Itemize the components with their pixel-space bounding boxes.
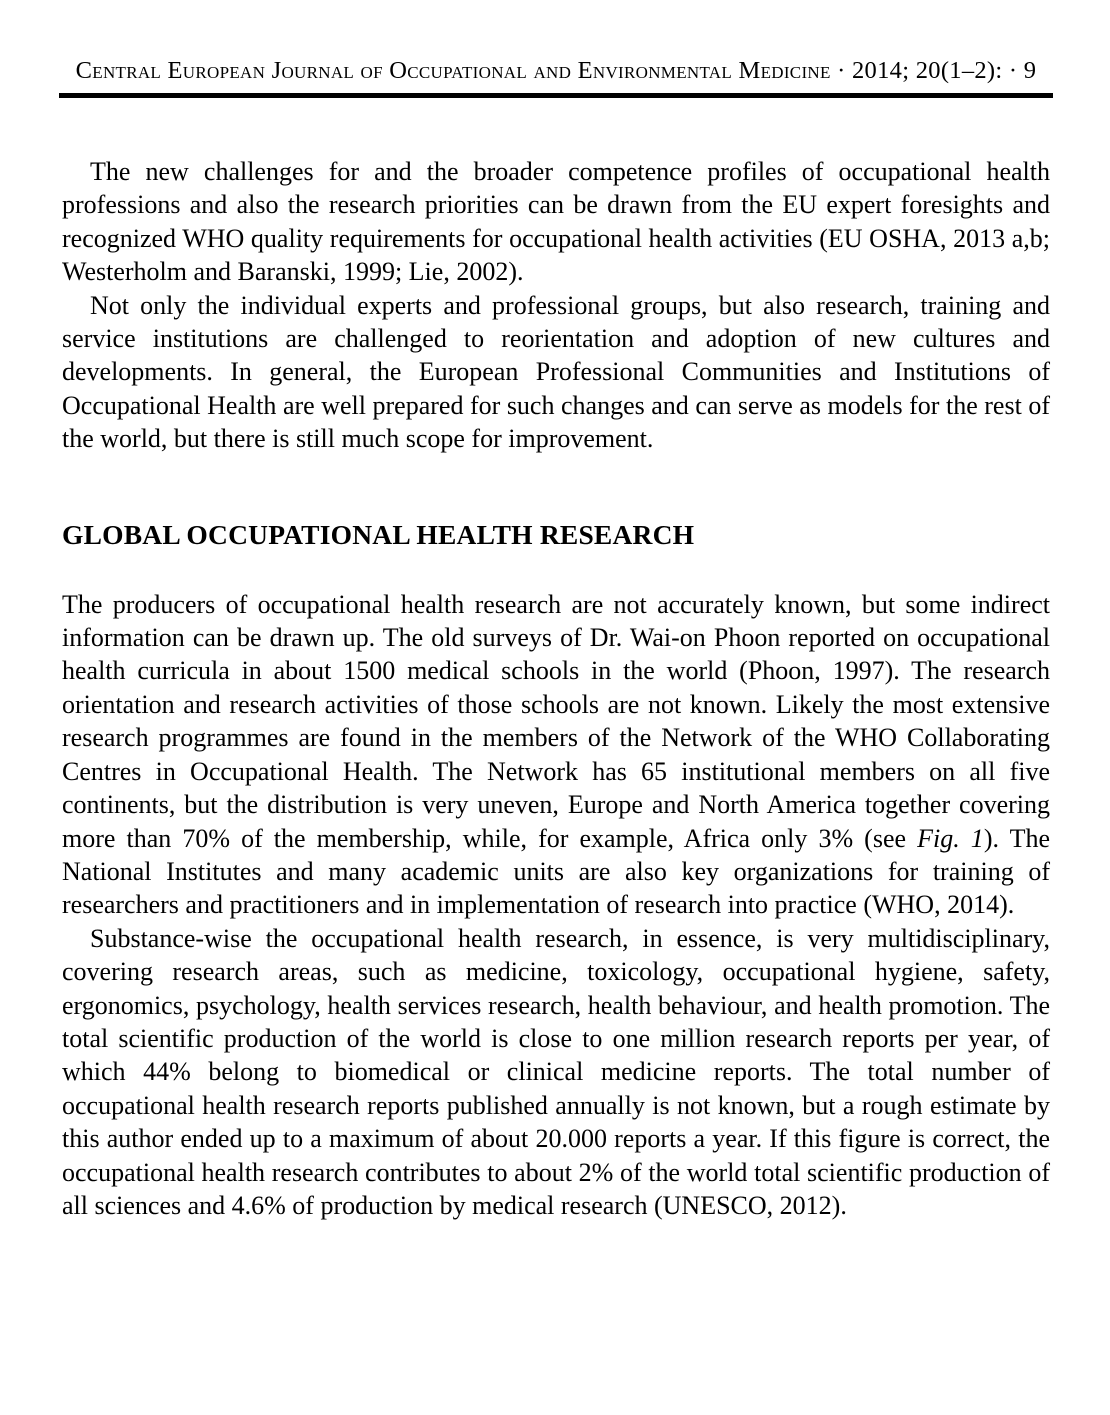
- paragraph-research-producers: [62, 588, 1050, 922]
- article-body: [62, 155, 1050, 1222]
- paragraph-substance-wise: Substance-wise the occupational health research, in essence, is very multidisciplinary, covering research areas, such as medicine, toxicology, occupational hygiene, safety, ergonomics, psychology, health services research, health behaviour, and health promotion. The total scientific production of the world is close to one million research reports per year, of which 44% belong to biomedical or clinical medicine reports. The total number of occupational health research reports published annually is not known, but a rough estimate by this author ended up to a maximum of about 20.000 reports a year. If this figure is correct, the occupational health research contributes to about 2% of the world total scientific production of all sciences and 4.6% of production by medical research (UNESCO, 2012).: [62, 923, 1050, 1220]
- journal-title: Central European Journal of Occupational and Environmental Medicine: [75, 57, 831, 84]
- paragraph-research-producers-text: The producers of occupational health research are not accurately known, but some indirect information can be drawn up. The old surveys of Dr. Wai-on Phoon reported on occupational health curricula in about 1500 medical schools in the world (Phoon, 1997). The research orientation and research activities of those schools are not known. Likely the most extensive research programmes are found in the members of the Network of the WHO Collaborating Centres in Occupational Health. The Network has 65 institutional members on all five continents, but the distribution is very uneven, Europe and North America together covering more than 70% of the membership, while, for example, Africa only 3% (see: [62, 589, 1050, 853]
- header-rule: [59, 93, 1053, 98]
- section-heading: GLOBAL OCCUPATIONAL HEALTH RESEARCH: [62, 518, 695, 550]
- running-header: [62, 56, 1050, 86]
- paragraph-experts-institutions: Not only the individual experts and professional groups, but also research, training and service institutions are challenged to reorientation and adoption of new cultures and developments. In general, the European Professional Communities and Institutions of Occupational Health are well prepared for such changes and can serve as models for the rest of the world, but there is still much scope for improvement.: [62, 290, 1050, 454]
- paragraph-research-producers-continuation: ). The National Institutes and many academic units are also key organizations for training of researchers and practitioners and in implementation of research into practice (WHO, 2014).: [62, 823, 1050, 920]
- fig1-reference: Fig. 1: [917, 823, 984, 853]
- paragraph-new-challenges: The new challenges for and the broader competence profiles of occupational health professions and also the research priorities can be drawn from the EU expert foresights and recognized WHO quality requirements for occupational health activities (EU OSHA, 2013 a,b; Westerholm and Baranski, 1999; Lie, 2002).: [62, 157, 1050, 287]
- issue-info: · 2014; 20(1–2): · 9: [837, 57, 1037, 84]
